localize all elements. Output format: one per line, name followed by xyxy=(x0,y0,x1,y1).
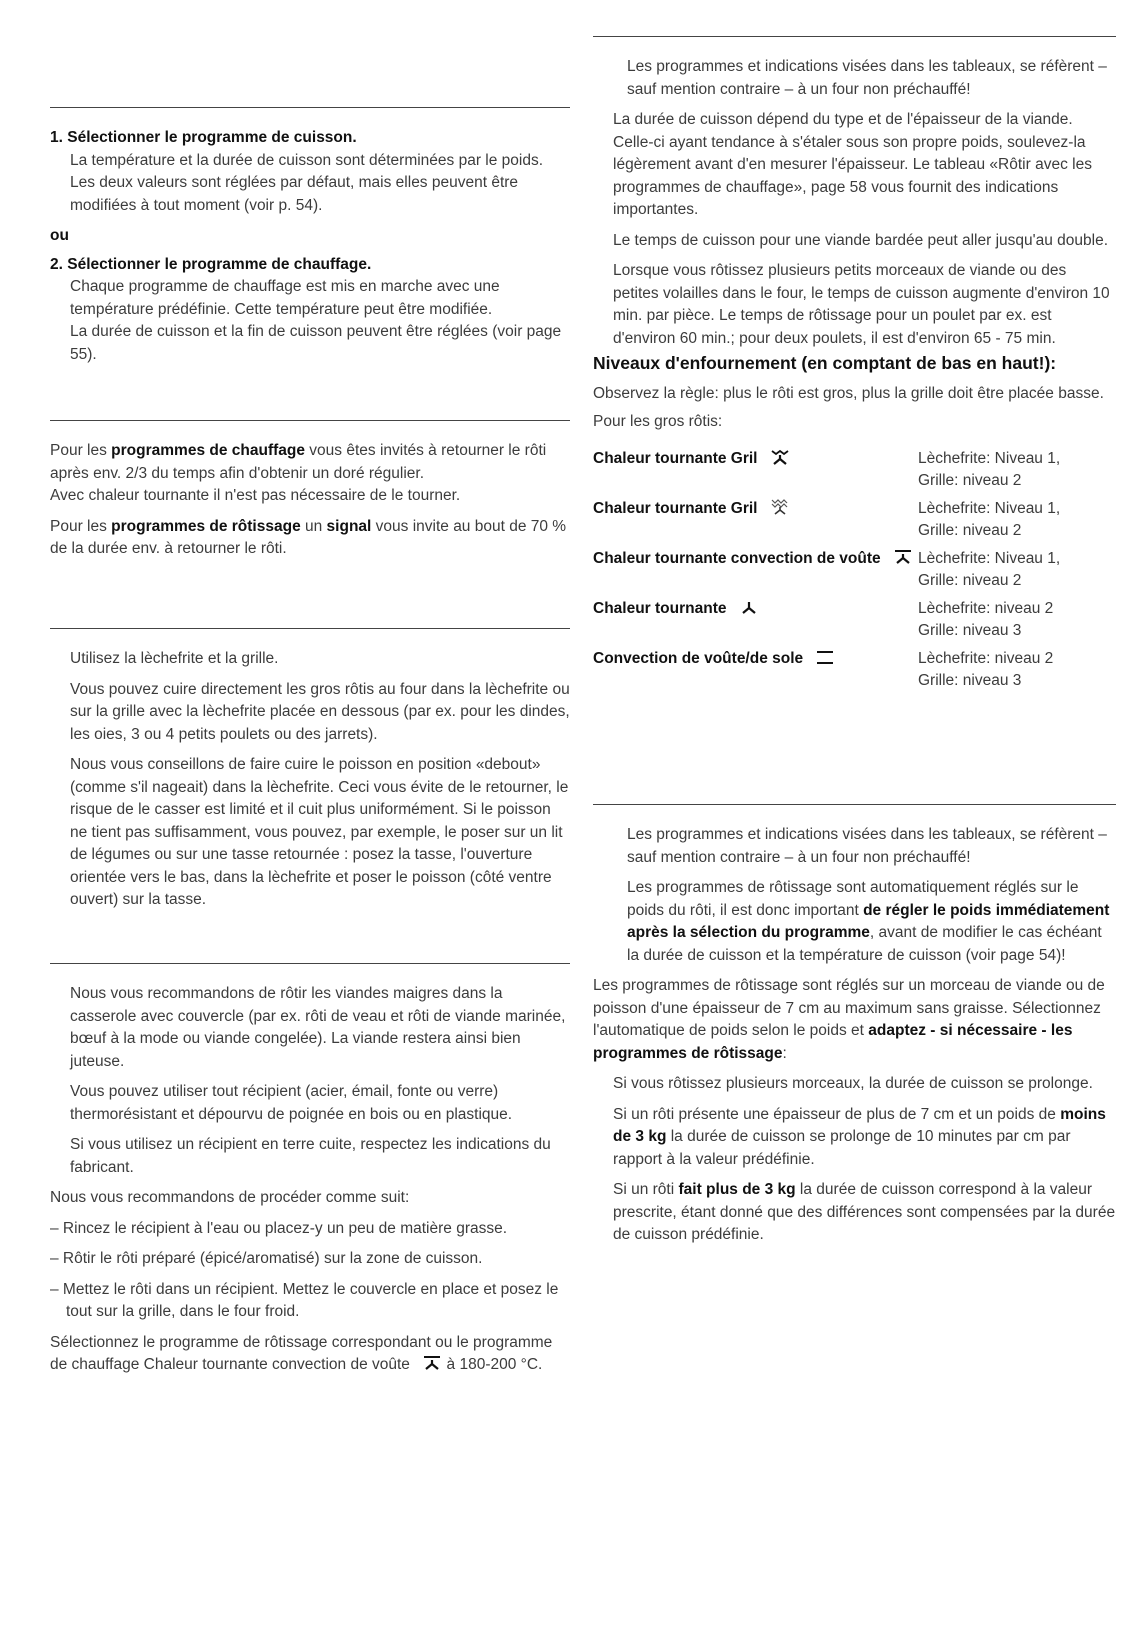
earthenware-paragraph: Si vous utilisez un récipient en terre cuite, respectez les indications du fabricant. xyxy=(70,1136,551,1176)
section-divider xyxy=(593,804,1116,805)
shelf-levels-section xyxy=(593,352,1116,698)
top-bottom-heat-icon xyxy=(815,648,835,666)
step-1-text: La température et la durée de cuisson sont déterminées par le poids. Les deux valeurs sont réglées par défaut, mais elles peuvent être modifiées à tout moment (voir p. 54). xyxy=(70,151,544,214)
rack-level: Grille: niveau 3 xyxy=(918,671,1022,689)
containers-paragraph: Vous pouvez utiliser tout récipient (acier, émail, fonte ou verre) thermorésistant et dépourvu de poignée en bois ou en plastique. xyxy=(70,1083,513,1123)
rack-level: Grille: niveau 2 xyxy=(918,521,1022,539)
step-2-text: Chaque programme de chauffage est mis en marche avec une température prédéfinie. Cette température peut être modifiée. xyxy=(70,278,500,318)
cooking-time-paragraph: La durée de cuisson dépend du type et de l'épaisseur de la viande. Celle-ci ayant tendance à s'étaler sous son propre poids, soulevez-la légèrement avant d'en mesurer l'épaisseur. Le tableau «Rôtir avec les programmes de chauffage», page 58 vous fournit des indications importantes. xyxy=(613,111,1092,218)
or-separator: ou xyxy=(50,227,69,244)
small-pieces-paragraph: Lorsque vous rôtissez plusieurs petits morceaux de viande ou des petites volailles dans le four, le temps de cuisson augmente d'environ 10 min. par pièce. Le temps de rôtissage pour un poulet par ex. est d'environ 60 min.; pour deux poulets, il est d'environ 65 - 75 min. xyxy=(613,262,1110,347)
multiple-pieces-paragraph: Si vous rôtissez plusieurs morceaux, la durée de cuisson se prolonge. xyxy=(613,1075,1093,1092)
over-3kg-paragraph: Si un rôti fait plus de 3 kg la durée de cuisson correspond à la valeur prescrite, étant donné que des différences sont compensées par la durée de cuisson prédéfinie. xyxy=(613,1181,1116,1243)
fish-paragraph: Nous vous conseillons de faire cuire le poisson en position «debout» (comme s'il nageait) dans la lèchefrite. Ceci vous évite de le retourner, le risque de le casser est limité et il cuit plus uniformément. Si le poisson ne tient pas suffisamment, vous pouvez, par exemple, le poser sur un lit de légumes ou sur une tasse retournée : posez la tasse, l'ouverture orientée vers le bas, dans la lèchefrite et poser le poisson (côté ventre ouvert) sur la tasse. xyxy=(70,756,569,908)
fan-grill-icon xyxy=(770,448,790,466)
procedure-step-2: – Rôtir le rôti préparé (épicé/aromatisé) sur la zone de cuisson. xyxy=(50,1250,483,1267)
thickness-paragraph: Les programmes de rôtissage sont réglés sur un morceau de viande ou de poisson d'une épaisseur de 7 cm au maximum sans graisse. Sélectionnez l'automatique de poids selon le poids et adaptez - si nécessaire - les programmes de rôtissage: xyxy=(593,977,1105,1062)
rack-level: Grille: niveau 2 xyxy=(918,571,1022,589)
tray-level: Lèchefrite: Niveau 1, xyxy=(918,499,1061,517)
step-1-title: 1. Sélectionner le programme de cuisson. xyxy=(50,129,357,146)
table-row: Chaleur tournante Gril Lèchefrite: Niveau 1, Grille: niveau 2 xyxy=(593,448,1116,498)
table-row: Chaleur tournante Lèchefrite: niveau 2 Grille: niveau 3 xyxy=(593,598,1116,648)
heating-programs-paragraph: Pour les programmes de chauffage vous êtes invités à retourner le rôti après env. 2/3 du temps afin d'obtenir un doré régulier. xyxy=(50,442,547,482)
preheat-note: Les programmes et indications visées dans les tableaux, se réfèrent – sauf mention contraire – à un four non préchauffé! xyxy=(627,826,1107,866)
shelf-levels-table xyxy=(593,448,1116,698)
step-2-title: 2. Sélectionner le programme de chauffage. xyxy=(50,255,372,273)
procedure-step-1: – Rincez le récipient à l'eau ou placez-y un peu de matière grasse. xyxy=(50,1219,508,1237)
large-roasts-label: Pour les gros rôtis: xyxy=(593,413,723,430)
use-tray-paragraph: Utilisez la lèchefrite et la grille. xyxy=(70,650,279,667)
fan-top-heat-icon xyxy=(893,548,913,566)
roasting-programs-section xyxy=(593,824,1116,1255)
roasting-info-section xyxy=(593,56,1116,358)
lean-meat-paragraph: Nous vous recommandons de rôtir les viandes maigres dans la casserole avec couvercle (par ex. rôti de veau et rôti de viande marinée, bœuf à la mode ou viande congelée). La viande restera ainsi bien juteuse. xyxy=(70,985,566,1070)
barded-meat-paragraph: Le temps de cuisson pour une viande bardée peut aller jusqu'au double. xyxy=(613,231,1109,249)
section-divider xyxy=(50,420,570,421)
rack-level: Grille: niveau 3 xyxy=(918,621,1022,639)
procedure-step-3: – Mettez le rôti dans un récipient. Mettez le couvercle en place et posez le tout sur la grille, dans le four froid. xyxy=(50,1280,559,1320)
fan-icon xyxy=(739,598,759,616)
step-2-text-2: La durée de cuisson et la fin de cuisson peuvent être réglées (voir page 55). xyxy=(70,323,562,363)
shelf-rule-paragraph: Observez la règle: plus le rôti est gros, plus la grille doit être placée basse. xyxy=(593,384,1104,402)
preheat-note: Les programmes et indications visées dans les tableaux, se réfèrent – sauf mention contraire – à un four non préchauffé! xyxy=(627,58,1107,98)
large-roasts-paragraph: Vous pouvez cuire directement les gros rôtis au four dans la lèchefrite ou sur la grille avec la lèchefrite placée en dessous (par ex. pour les dindes, les oies, 3 ou 4 petits poulets ou des jarrets). xyxy=(70,680,570,743)
tray-level: Lèchefrite: niveau 2 xyxy=(918,599,1054,617)
fan-heat-note: Avec chaleur tournante il n'est pas nécessaire de le tourner. xyxy=(50,487,461,504)
procedure-intro: Nous vous recommandons de procéder comme suit: xyxy=(50,1189,410,1206)
turning-roast-section xyxy=(50,440,570,569)
under-3kg-paragraph: Si un rôti présente une épaisseur de plus de 7 cm et un poids de moins de 3 kg la durée de cuisson se prolonge de 10 minutes par cm par rapport à la valeur prédéfinie. xyxy=(613,1105,1106,1168)
tray-level: Lèchefrite: Niveau 1, xyxy=(918,549,1061,567)
table-row: Convection de voûte/de sole Lèchefrite: niveau 2 Grille: niveau 3 xyxy=(593,648,1116,698)
section-divider xyxy=(50,107,570,108)
shelf-levels-heading: Niveaux d'enfournement (en comptant de bas en haut!): xyxy=(593,353,1057,373)
cooking-program-steps xyxy=(50,127,570,366)
tray-and-rack-section xyxy=(50,648,570,920)
tray-level: Lèchefrite: Niveau 1, xyxy=(918,449,1061,467)
casserole-section xyxy=(50,983,570,1385)
program-selection-paragraph: Sélectionnez le programme de rôtissage correspondant ou le programme de chauffage Chaleur tournante convection de voûte à 180-200 °C. xyxy=(50,1333,553,1373)
rack-level: Grille: niveau 2 xyxy=(918,471,1022,489)
fan-full-grill-icon xyxy=(770,498,790,516)
tray-level: Lèchefrite: niveau 2 xyxy=(918,649,1054,667)
section-divider xyxy=(50,628,570,629)
section-divider xyxy=(593,36,1116,37)
table-row: Chaleur tournante Gril Lèchefrite: Niveau 1, Grille: niveau 2 xyxy=(593,498,1116,548)
table-row: Chaleur tournante convection de voûte Lèchefrite: Niveau 1, Grille: niveau 2 xyxy=(593,548,1116,598)
roasting-programs-paragraph: Pour les programmes de rôtissage un signal vous invite au bout de 70 % de la durée env. à retourner le rôti. xyxy=(50,517,567,557)
section-divider xyxy=(50,963,570,964)
weight-setting-paragraph: Les programmes de rôtissage sont automatiquement réglés sur le poids du rôti, il est donc important de régler le poids immédiatement après la sélection du programme, avant de modifier le cas échéant la durée de cuisson et la température de cuisson (voir page 54)! xyxy=(627,879,1110,964)
fan-top-heat-icon xyxy=(422,1354,442,1372)
